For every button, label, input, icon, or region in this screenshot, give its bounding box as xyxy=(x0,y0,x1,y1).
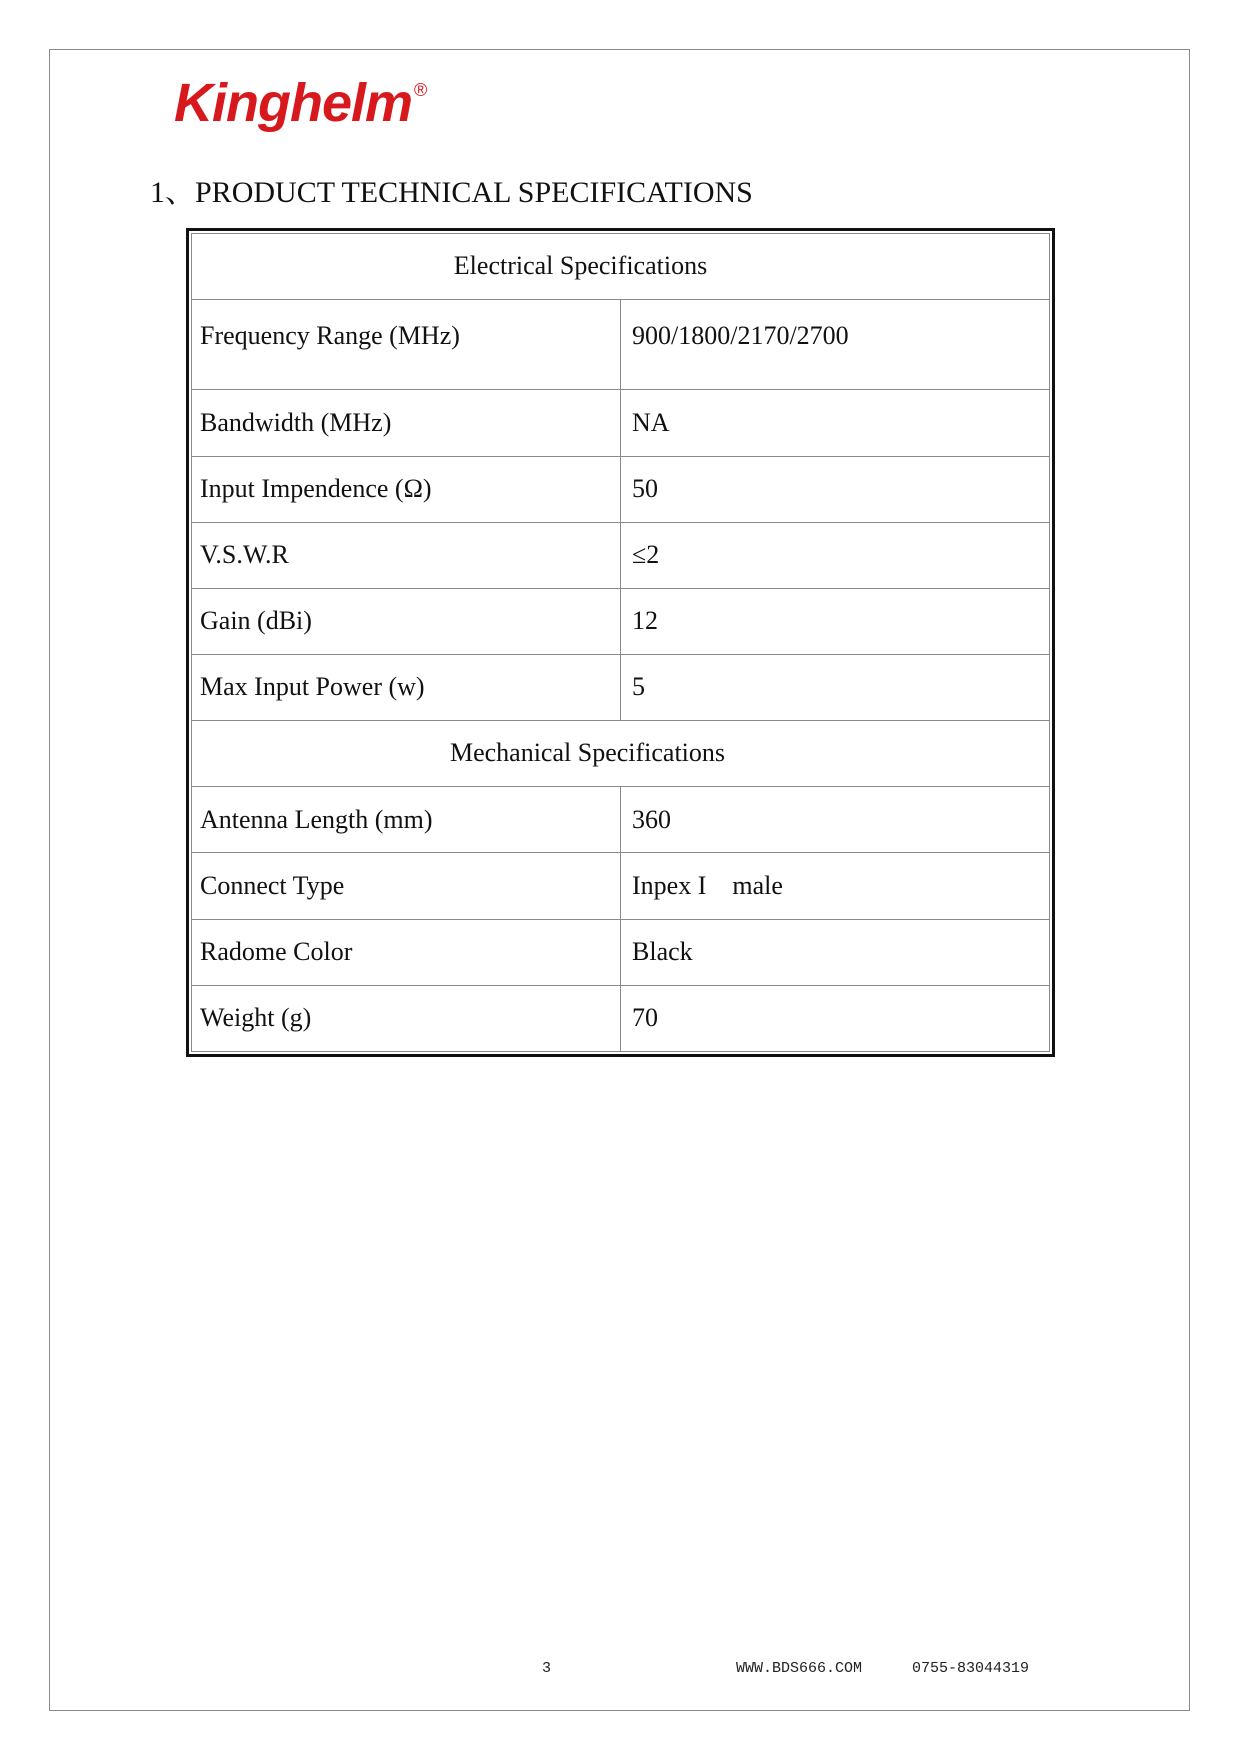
spec-value: 12 xyxy=(621,588,1050,654)
spec-table xyxy=(186,228,1055,1057)
spec-label: Frequency Range (MHz) xyxy=(192,300,621,390)
spec-label: Radome Color xyxy=(192,919,621,985)
spec-label: Gain (dBi) xyxy=(192,588,621,654)
spec-value: 70 xyxy=(621,985,1050,1051)
spec-value: Inpex I male xyxy=(621,853,1050,919)
spec-label: Connect Type xyxy=(192,853,621,919)
table-row xyxy=(192,300,1050,390)
table-row xyxy=(192,853,1050,919)
page-number: 3 xyxy=(542,1660,552,1677)
spec-label: Antenna Length (mm) xyxy=(192,787,621,853)
spec-label: V.S.W.R xyxy=(192,522,621,588)
table-row xyxy=(192,588,1050,654)
registered-mark: ® xyxy=(414,80,427,100)
footer-website: WWW.BDS666.COM xyxy=(736,1660,863,1677)
spec-value: 900/1800/2170/2700 xyxy=(621,300,1050,390)
table-row xyxy=(192,456,1050,522)
table-row xyxy=(192,919,1050,985)
spec-label: Max Input Power (w) xyxy=(192,655,621,721)
section-heading: 1、PRODUCT TECHNICAL SPECIFICATIONS xyxy=(150,176,753,209)
spec-value: ≤2 xyxy=(621,522,1050,588)
spec-label: Weight (g) xyxy=(192,985,621,1051)
table-row xyxy=(192,985,1050,1051)
mechanical-section-row xyxy=(192,721,1050,787)
spec-value: 50 xyxy=(621,456,1050,522)
spec-value: NA xyxy=(621,390,1050,456)
table-row xyxy=(192,787,1050,853)
table-row xyxy=(192,655,1050,721)
electrical-section-title: Electrical Specifications xyxy=(192,234,1050,300)
table-row xyxy=(192,522,1050,588)
spec-value: 360 xyxy=(621,787,1050,853)
table-row xyxy=(192,390,1050,456)
spec-label: Input Impendence (Ω) xyxy=(192,456,621,522)
footer-phone: 0755-83044319 xyxy=(912,1660,1030,1677)
electrical-section-row xyxy=(192,234,1050,300)
spec-value: 5 xyxy=(621,655,1050,721)
spec-value: Black xyxy=(621,919,1050,985)
spec-label: Bandwidth (MHz) xyxy=(192,390,621,456)
kinghelm-logo xyxy=(174,73,427,133)
brand-name: Kinghelm xyxy=(174,73,413,133)
mechanical-section-title: Mechanical Specifications xyxy=(192,721,1050,787)
